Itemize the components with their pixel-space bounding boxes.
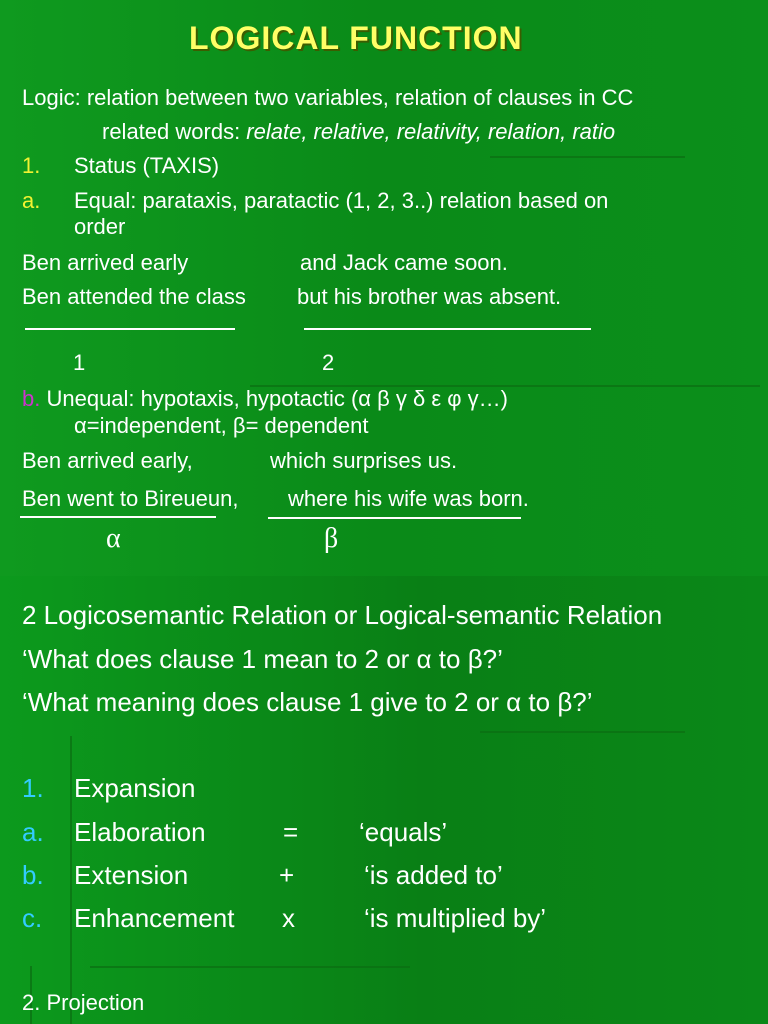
underline-clause-alpha [20, 516, 216, 518]
example-clause-3b: which surprises us. [270, 448, 458, 473]
term-extension: Extension [74, 860, 189, 890]
clause-label-2: 2 [322, 350, 335, 375]
equal-parataxis-cont: order [74, 214, 126, 239]
decorative-line [480, 731, 685, 733]
question-2: ‘What meaning does clause 1 give to 2 or α to β?’ [22, 687, 593, 717]
example-clause-1a: Ben arrived early [22, 250, 189, 275]
example-clause-4b: where his wife was born. [288, 486, 529, 511]
slide-title: LOGICAL FUNCTION [189, 20, 523, 56]
list-marker: b. [22, 860, 44, 890]
example-clause-2b: but his brother was absent. [297, 284, 562, 309]
projection-item: 2. Projection [22, 990, 145, 1015]
decorative-line [490, 156, 685, 158]
decorative-line [70, 736, 72, 1024]
list-marker: a. [22, 817, 44, 847]
symbol-equals: = [283, 817, 299, 847]
gloss-multiplied: ‘is multiplied by’ [364, 903, 547, 933]
example-clause-4a: Ben went to Bireueun, [22, 486, 239, 511]
unequal-hypotaxis: b. Unequal: hypotaxis, hypotactic (α β γ δ ε φ γ…) [22, 386, 508, 411]
status-taxis: Status (TAXIS) [74, 153, 220, 178]
gloss-added: ‘is added to’ [364, 860, 503, 890]
underline-clause-2 [304, 328, 591, 330]
alpha-beta-definition: α=independent, β= dependent [74, 413, 369, 438]
gloss-equals: ‘equals’ [359, 817, 448, 847]
list-marker: 1. [22, 153, 41, 178]
related-words-line: related words: relate, relative, relativity, relation, ratio [102, 119, 616, 144]
symbol-plus: + [279, 860, 295, 890]
list-marker: a. [22, 188, 41, 213]
clause-label-1: 1 [73, 350, 86, 375]
section-heading: 2 Logicosemantic Relation or Logical-semantic Relation [22, 600, 663, 630]
underline-clause-beta [268, 517, 521, 519]
example-clause-3a: Ben arrived early, [22, 448, 193, 473]
equal-parataxis: Equal: parataxis, paratactic (1, 2, 3..) relation based on [74, 188, 609, 213]
example-clause-1b: and Jack came soon. [300, 250, 508, 275]
term-expansion: Expansion [74, 773, 196, 803]
symbol-times: x [282, 903, 295, 933]
slide-logicosemantic-relation [0, 576, 768, 1024]
example-clause-2a: Ben attended the class [22, 284, 246, 309]
term-elaboration: Elaboration [74, 817, 206, 847]
list-marker: 1. [22, 773, 44, 803]
clause-label-beta: β [324, 523, 339, 554]
logic-definition: Logic: relation between two variables, relation of clauses in CC [22, 85, 634, 110]
question-1: ‘What does clause 1 mean to 2 or α to β?’ [22, 644, 503, 674]
clause-label-alpha: α [106, 523, 121, 554]
term-enhancement: Enhancement [74, 903, 235, 933]
list-marker: c. [22, 903, 43, 933]
decorative-line [90, 966, 410, 968]
underline-clause-1 [25, 328, 235, 330]
